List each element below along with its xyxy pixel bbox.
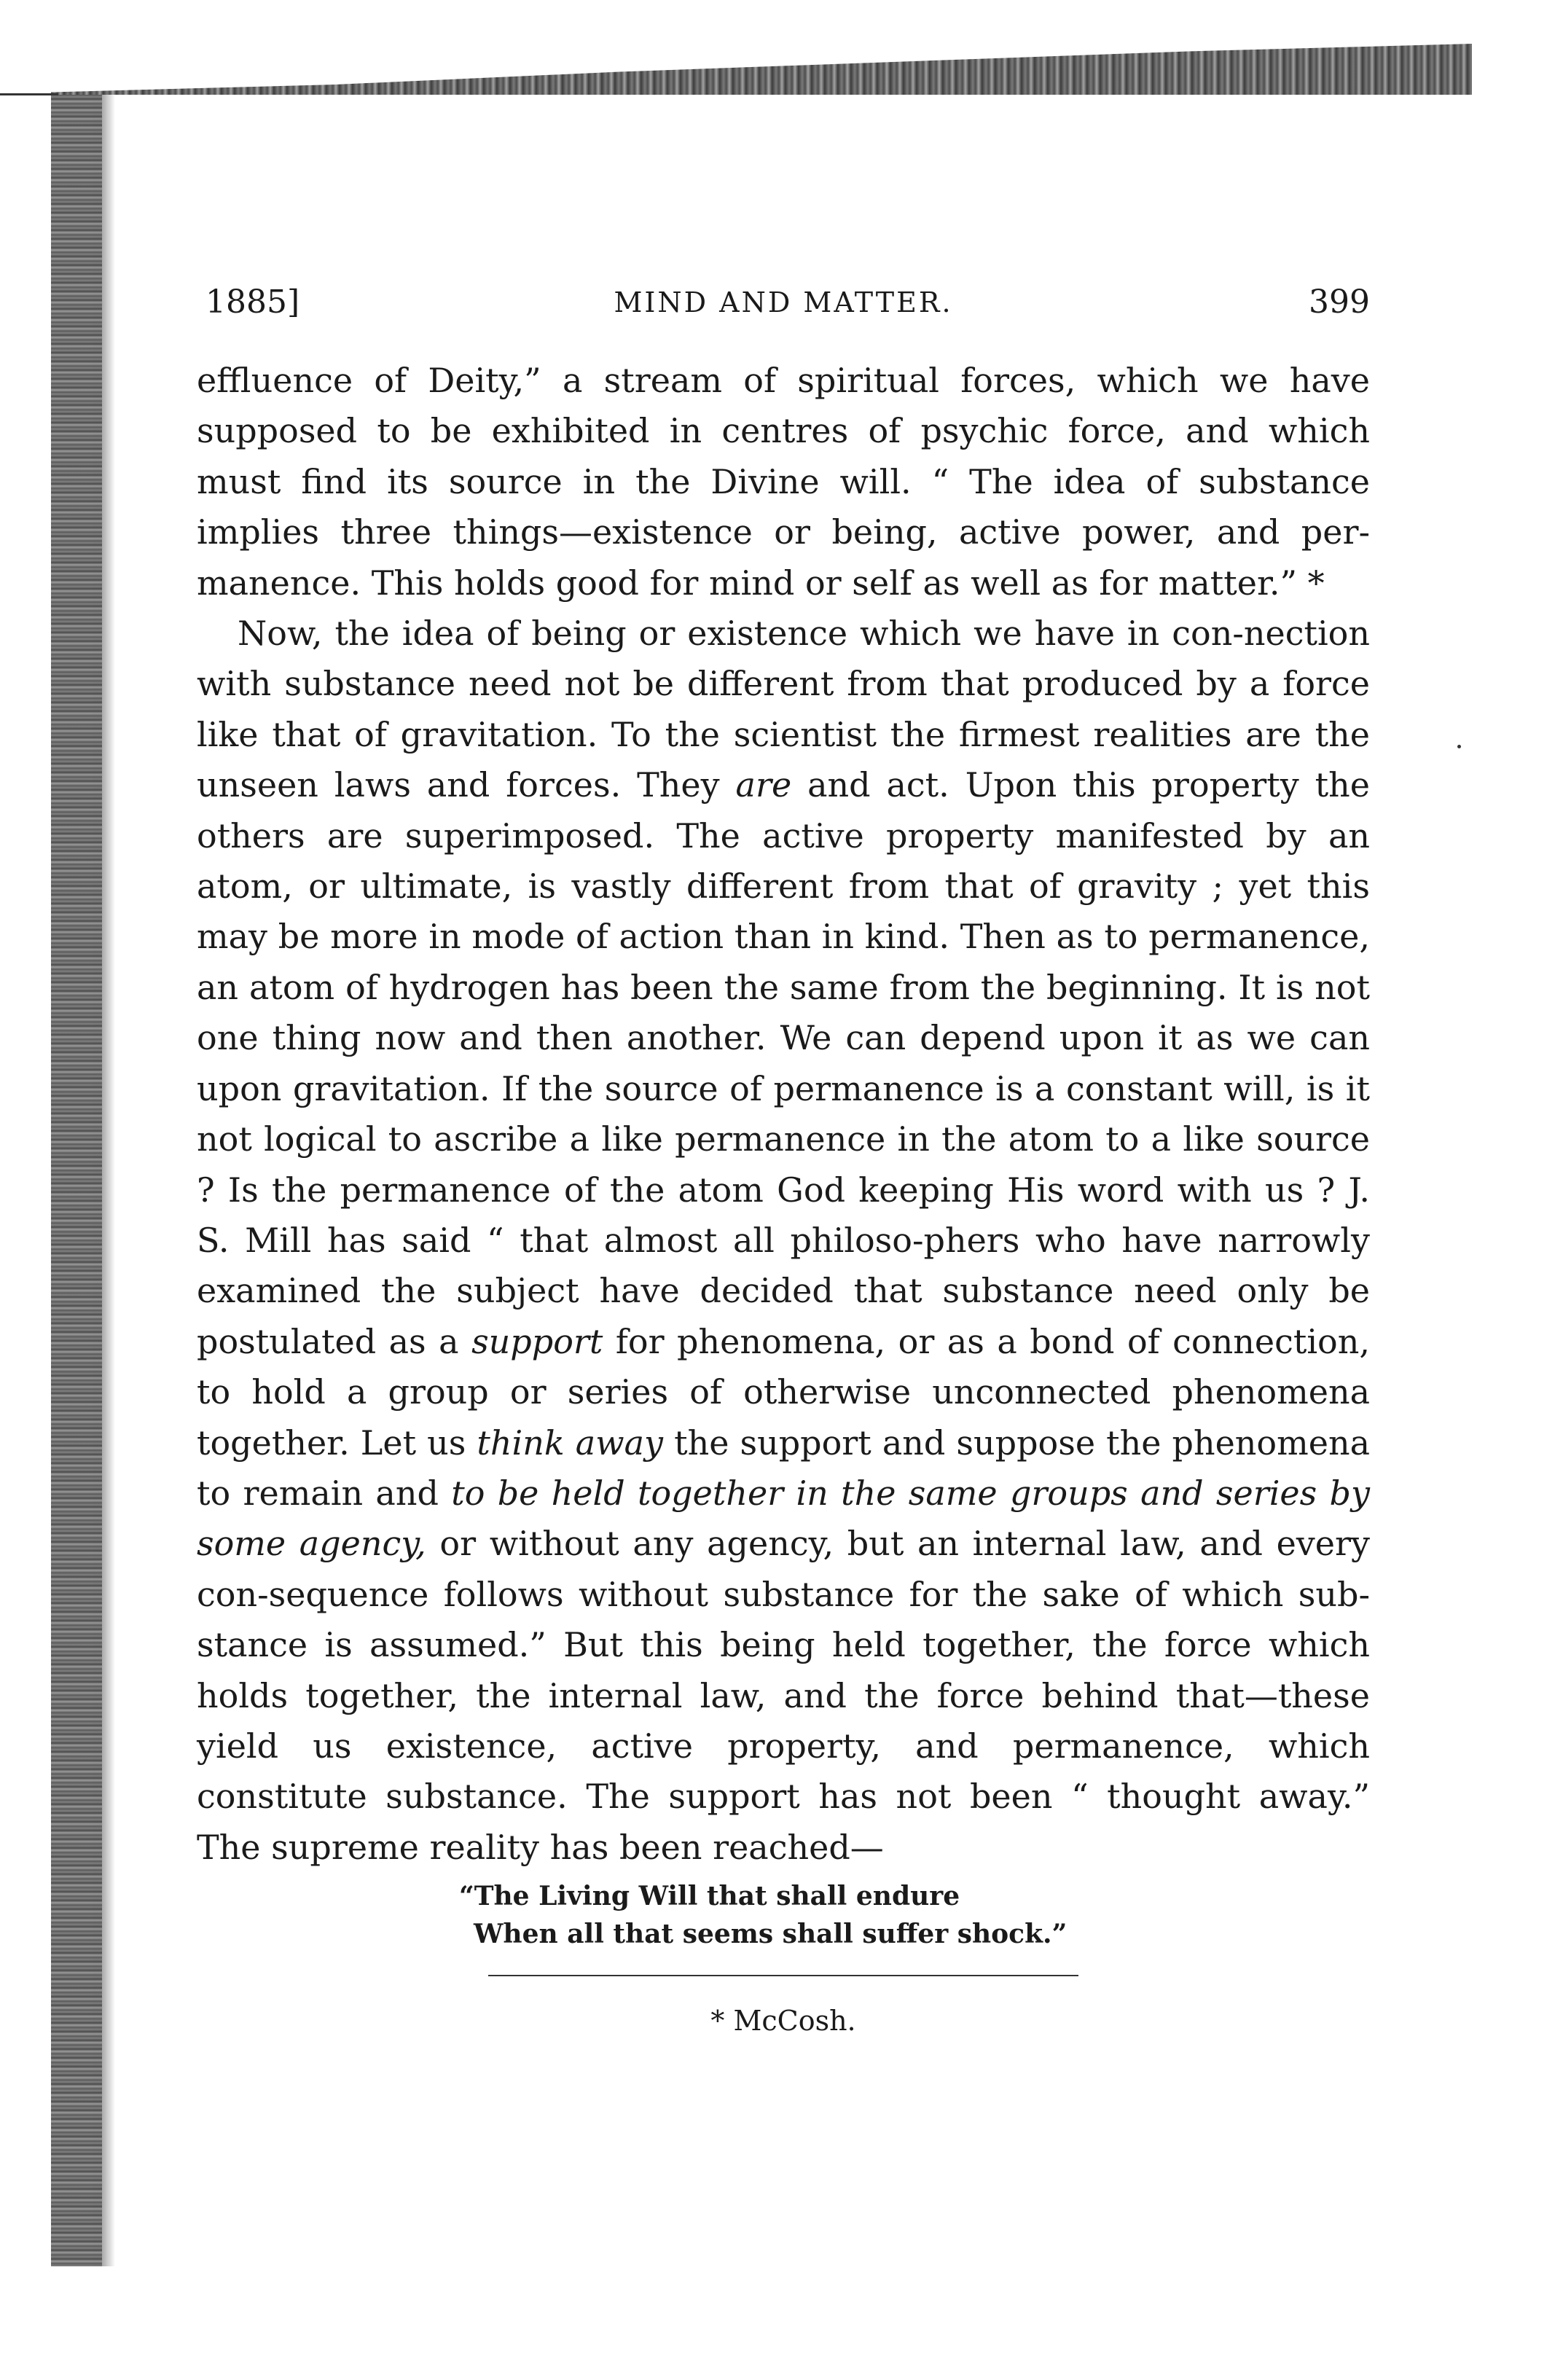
footnote: * McCosh. [710,2005,856,2038]
scan-binding-edge [51,95,102,2266]
verse-quote [197,1877,1370,1953]
margin-speck [1457,745,1461,748]
verse-line-2: When all that seems shall suffer shock.” [474,1919,1068,1950]
p2-italic-think-away: think away [477,1422,664,1463]
paragraph-1: effluence of Deity,” a stream of spiritual forces, which we have supposed to be exhibited in centres of psychic force, and which must find its source in the Divine will. “ The idea of substance implies three things—existence or being, active power, and per-manence. This holds good for mind or self as well as for matter.” * [197,361,1370,603]
p2-italic-are: are [735,765,792,805]
p2-text-b: and act. Upon this property the others are superimposed. The active property manifested by an atom, or ultimate, is vastly different from that of gravity ; yet this may be more in mode of action than in kind. Then as to permanence, an atom of hydrogen has been the same from the beginning. It is not one thing now and then another. We can depend upon it as we can upon gravitation. If the source of permanence is a constant will, is it not logical to ascribe a like permanence in the atom to a like source ? Is the permanence of the atom God keeping His word with us ? J. S. Mill has said “ that almost all philoso-phers who have narrowly examined the subject have decided that substance need only be postulated as a [197,765,1370,1361]
header-title: MIND AND MATTER. [614,286,953,318]
header-year: 1885] [205,283,300,321]
p2-text-a: Now, the idea of being or existence which we have in con-nection with substance need not be different from that produced by a force like that of gravitation. To the scientist the firmest realities are the unseen laws and forces. They [197,614,1370,805]
p2-italic-support: support [471,1321,603,1361]
page-number: 399 [1309,283,1370,321]
body-text [197,356,1370,1873]
verse-line-1: “The Living Will that shall endure [459,1881,960,1912]
paragraph-2 [197,608,1370,1873]
scan-top-edge [51,44,1472,95]
footnote-rule [488,1975,1078,1976]
scan-edge-tail [0,93,58,95]
p2-italic-held-together: to be held together in the same groups and series by some agency, [197,1473,1370,1564]
p2-text-d: the support and suppose the phenomena to remain and [197,1422,1371,1513]
running-head [197,277,1370,328]
p2-text-e: or without any agency, but an internal law, and every con-sequence follows without substance for the sake of which sub-stance is assumed.” But this being held together, the force which holds together, the internal law, and the force behind that—these yield us existence, active property, and permanence, which constitute substance. The support has not been “ thought away.” The supreme reality has been reached— [197,1524,1370,1867]
p2-text-c: for phenomena, or as a bond of connection, to hold a group or series of otherwise unconnected phenomena together. Let us [197,1321,1370,1463]
book-page [197,277,1370,2039]
